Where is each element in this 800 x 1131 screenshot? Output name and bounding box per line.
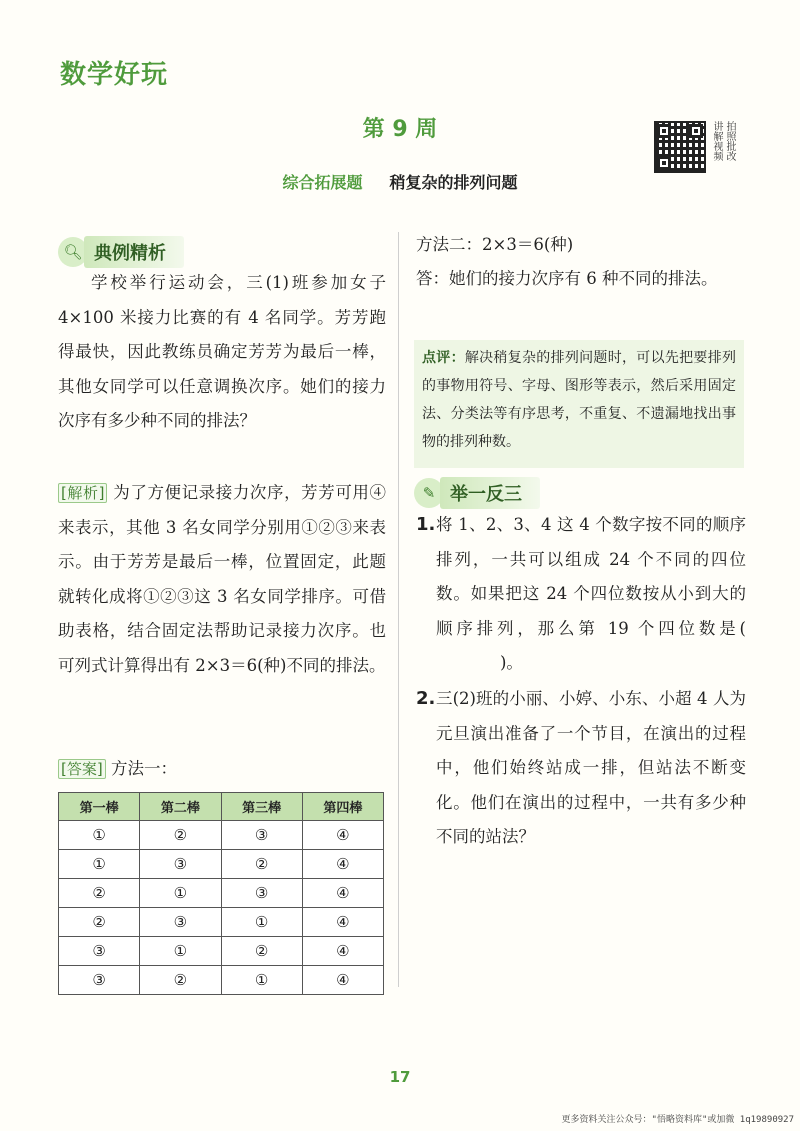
column-divider bbox=[398, 232, 399, 987]
qr-caption bbox=[710, 121, 742, 177]
relay-order-table bbox=[58, 792, 384, 995]
topic-title: 稍复杂的排列问题 bbox=[389, 173, 518, 192]
table-header-cell: 第四棒 bbox=[302, 793, 383, 821]
table-cell: ④ bbox=[302, 879, 383, 908]
table-cell: ② bbox=[140, 821, 221, 850]
magnifier-icon: 🔍︎ bbox=[58, 237, 88, 267]
problem-number: 1. bbox=[416, 514, 436, 535]
comment-box bbox=[414, 340, 744, 468]
method1-label: 方法一： bbox=[110, 759, 177, 778]
example-badge bbox=[58, 236, 184, 268]
table-row bbox=[59, 821, 384, 850]
table-row bbox=[59, 937, 384, 966]
table-cell: ③ bbox=[59, 937, 140, 966]
table-cell: ① bbox=[221, 966, 302, 995]
table-cell: ④ bbox=[302, 908, 383, 937]
table-cell: ② bbox=[59, 908, 140, 937]
week-title: 第 9 周 bbox=[362, 117, 438, 142]
table-cell: ① bbox=[140, 879, 221, 908]
table-cell: ④ bbox=[302, 821, 383, 850]
qr-caption-1: 讲解视频 bbox=[711, 121, 722, 161]
qr-code-icon[interactable] bbox=[654, 121, 706, 173]
pencil-icon: ✎ bbox=[414, 478, 444, 508]
practice-badge-label: 举一反三 bbox=[440, 477, 540, 509]
analysis-tag: [解析] bbox=[58, 483, 107, 503]
practice-problem-1 bbox=[416, 508, 746, 681]
table-header-row bbox=[59, 793, 384, 821]
final-answer: 答：她们的接力次序有 6 种不同的排法。 bbox=[416, 269, 718, 288]
table-cell: ③ bbox=[221, 821, 302, 850]
table-cell: ③ bbox=[59, 966, 140, 995]
table-cell: ② bbox=[221, 850, 302, 879]
answer-tag: [答案] bbox=[58, 759, 106, 779]
table-cell: ① bbox=[59, 850, 140, 879]
table-cell: ③ bbox=[140, 908, 221, 937]
table-cell: ④ bbox=[302, 937, 383, 966]
example-badge-label: 典例精析 bbox=[84, 236, 184, 268]
table-header-cell: 第三棒 bbox=[221, 793, 302, 821]
comment-title: 点评： bbox=[422, 350, 465, 366]
comment-text: 解决稍复杂的排列问题时，可以先把要排列的事物用符号、字母、图形等表示，然后采用固定法、分类法等有序思考，不重复、不遗漏地找出事物的排列种数。 bbox=[422, 350, 737, 450]
brand-title: 数学好玩 bbox=[60, 60, 169, 90]
footer-note: 更多资料关注公众号："悟略资料库"或加微 1q19890927 bbox=[561, 1115, 794, 1125]
table-row bbox=[59, 850, 384, 879]
table-cell: ① bbox=[221, 908, 302, 937]
table-cell: ② bbox=[140, 966, 221, 995]
table-row bbox=[59, 966, 384, 995]
table-cell: ② bbox=[221, 937, 302, 966]
page-number: 17 bbox=[389, 1068, 411, 1086]
method2-line: 方法二：2×3＝6(种) bbox=[416, 235, 574, 254]
problem-text: 将 1、2、3、4 这 4 个数字按不同的顺序排列，一共可以组成 24 个不同的四位数。如果把这 24 个四位数按从小到大的顺序排列，那么第 19 个四位数是( bbox=[436, 515, 746, 638]
answer-line bbox=[58, 752, 386, 787]
practice-problem-2 bbox=[416, 682, 746, 855]
table-cell: ④ bbox=[302, 966, 383, 995]
table-cell: ① bbox=[59, 821, 140, 850]
problem-number: 2. bbox=[416, 688, 436, 709]
qr-code-block[interactable] bbox=[654, 121, 744, 177]
table-cell: ③ bbox=[140, 850, 221, 879]
section-label: 综合拓展题 bbox=[282, 173, 363, 192]
analysis-text: 为了方便记录接力次序，芳芳可用④来表示，其他 3 名女同学分别用①②③来表示。由于芳芳是最后一棒，位置固定，此题就转化成将①②③这 3 名女同学排序。可借助表格，结合固定法帮助记录接力次序。也可列式计算得出有 2×3＝6(种)不同的排法。 bbox=[58, 483, 386, 675]
example-problem: 学校举行运动会，三(1)班参加女子 4×100 米接力比赛的有 4 名同学。芳芳跑得最快，因此教练员确定芳芳为最后一棒，其他女同学可以任意调换次序。她们的接力次序有多少种不同的排法？ bbox=[58, 273, 386, 430]
problem-tail: )。 bbox=[500, 653, 523, 672]
table-row bbox=[59, 908, 384, 937]
problem-text: 三(2)班的小丽、小婷、小东、小超 4 人为元旦演出准备了一个节目，在演出的过程中，他们始终站成一排，但站法不断变化。他们在演出的过程中，一共有多少种不同的站法？ bbox=[436, 689, 746, 846]
practice-badge bbox=[414, 477, 540, 509]
table-cell: ④ bbox=[302, 850, 383, 879]
subtitle-line bbox=[0, 170, 800, 193]
table-header-cell: 第一棒 bbox=[59, 793, 140, 821]
analysis-block bbox=[58, 476, 386, 683]
table-cell: ③ bbox=[221, 879, 302, 908]
table-row bbox=[59, 879, 384, 908]
table-cell: ② bbox=[59, 879, 140, 908]
qr-caption-2: 拍照批改 bbox=[724, 121, 735, 161]
table-cell: ① bbox=[140, 937, 221, 966]
table-header-cell: 第二棒 bbox=[140, 793, 221, 821]
